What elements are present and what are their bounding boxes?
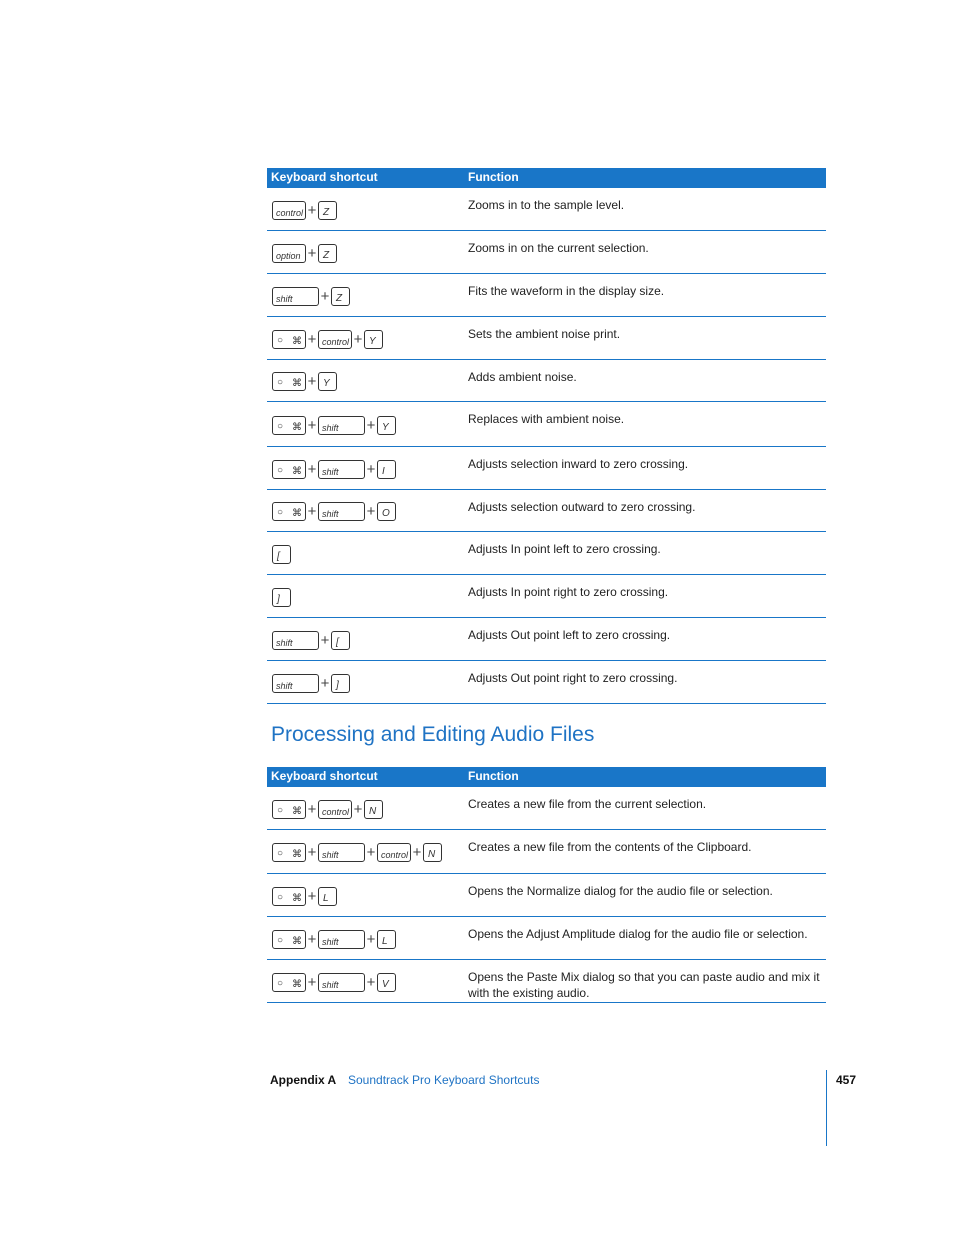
plus-sign: + xyxy=(307,461,317,478)
plus-sign: + xyxy=(366,844,376,861)
table-row xyxy=(267,532,826,575)
char-key xyxy=(331,287,350,306)
command-key-icon xyxy=(272,973,306,992)
key-label: ] xyxy=(336,680,339,691)
command-key-icon xyxy=(272,330,306,349)
shortcut-keys xyxy=(272,502,396,521)
shortcut-keys xyxy=(272,843,442,862)
table-row xyxy=(267,360,826,402)
key-label: I xyxy=(382,466,385,477)
plus-sign: + xyxy=(307,844,317,861)
shortcut-keys xyxy=(272,887,337,906)
plus-sign: + xyxy=(320,288,330,305)
plus-sign: + xyxy=(366,461,376,478)
apple-icon: ○ xyxy=(277,805,284,816)
key-label: option xyxy=(276,251,301,261)
key-label: Z xyxy=(336,293,343,304)
key-label: Z xyxy=(323,250,330,261)
shift-key xyxy=(272,631,319,650)
shortcut-keys xyxy=(272,930,396,949)
footer-appendix: Appendix A xyxy=(270,1073,337,1087)
table-row xyxy=(267,575,826,618)
key-label: control xyxy=(381,850,409,860)
command-key-icon xyxy=(272,887,306,906)
key-label: shift xyxy=(276,294,293,304)
char-key xyxy=(377,416,396,435)
key-label: control xyxy=(322,337,350,347)
command-key-icon xyxy=(272,416,306,435)
key-label: control xyxy=(322,807,350,817)
plus-sign: + xyxy=(307,801,317,818)
command-icon: ⌘ xyxy=(292,508,302,519)
plus-sign: + xyxy=(366,974,376,991)
control-key xyxy=(377,843,411,862)
table-row xyxy=(267,402,826,447)
command-icon: ⌘ xyxy=(292,336,302,347)
plus-sign: + xyxy=(307,931,317,948)
table-row xyxy=(267,231,826,274)
shortcut-keys xyxy=(272,460,396,479)
command-key-icon xyxy=(272,843,306,862)
char-key xyxy=(272,545,291,564)
shift-key xyxy=(318,843,365,862)
shift-key xyxy=(318,930,365,949)
option-key xyxy=(272,244,306,263)
apple-icon: ○ xyxy=(277,421,284,432)
char-key xyxy=(423,843,442,862)
shift-key xyxy=(318,973,365,992)
footer-divider xyxy=(826,1070,827,1146)
command-icon: ⌘ xyxy=(292,936,302,947)
char-key xyxy=(377,973,396,992)
function-description: Adjusts In point left to zero crossing. xyxy=(468,542,661,556)
plus-sign: + xyxy=(353,331,363,348)
key-label: Z xyxy=(323,207,330,218)
key-label: N xyxy=(428,849,436,860)
command-icon: ⌘ xyxy=(292,979,302,990)
function-description: Adjusts selection inward to zero crossing. xyxy=(468,457,689,471)
function-description: Adjusts In point right to zero crossing. xyxy=(468,585,669,599)
plus-sign: + xyxy=(307,888,317,905)
char-key xyxy=(318,244,337,263)
plus-sign: + xyxy=(412,844,422,861)
table-row xyxy=(267,618,826,661)
footer-chapter: Soundtrack Pro Keyboard Shortcuts xyxy=(348,1073,540,1087)
key-label: V xyxy=(382,979,389,990)
char-key xyxy=(377,460,396,479)
plus-sign: + xyxy=(307,331,317,348)
command-key-icon xyxy=(272,502,306,521)
shift-key xyxy=(318,502,365,521)
table-row xyxy=(267,317,826,360)
plus-sign: + xyxy=(320,675,330,692)
shortcut-keys xyxy=(272,674,350,693)
command-key-icon xyxy=(272,372,306,391)
function-description: Adjusts Out point right to zero crossing. xyxy=(468,671,678,685)
command-key-icon xyxy=(272,800,306,819)
key-label: N xyxy=(369,806,377,817)
table-row xyxy=(267,490,826,532)
key-label: shift xyxy=(322,509,339,519)
control-key xyxy=(272,201,306,220)
table-row xyxy=(267,274,826,317)
control-key xyxy=(318,330,352,349)
key-label: ] xyxy=(277,594,280,605)
function-description: Replaces with ambient noise. xyxy=(468,412,625,426)
char-key xyxy=(318,372,337,391)
char-key xyxy=(377,502,396,521)
char-key xyxy=(364,330,383,349)
apple-icon: ○ xyxy=(277,978,284,989)
function-description: Sets the ambient noise print. xyxy=(468,327,621,341)
shift-key xyxy=(272,287,319,306)
key-label: [ xyxy=(277,551,280,562)
table-header xyxy=(267,168,826,188)
plus-sign: + xyxy=(307,417,317,434)
apple-icon: ○ xyxy=(277,892,284,903)
shortcut-table-1 xyxy=(267,168,826,704)
command-icon: ⌘ xyxy=(292,849,302,860)
shortcut-keys xyxy=(272,330,383,349)
table-row xyxy=(267,188,826,231)
key-label: Y xyxy=(323,378,330,389)
command-icon: ⌘ xyxy=(292,806,302,817)
table-row xyxy=(267,447,826,490)
function-description: Zooms in to the sample level. xyxy=(468,198,625,212)
table-header xyxy=(267,767,826,787)
shortcut-keys xyxy=(272,372,337,391)
apple-icon: ○ xyxy=(277,335,284,346)
shortcut-keys xyxy=(272,545,291,564)
shift-key xyxy=(318,416,365,435)
key-label: shift xyxy=(322,850,339,860)
function-description: Opens the Paste Mix dialog so that you can paste audio and mix it with the existing audio. xyxy=(468,970,820,1000)
plus-sign: + xyxy=(320,632,330,649)
char-key xyxy=(272,588,291,607)
function-description: Adds ambient noise. xyxy=(468,370,577,384)
char-key xyxy=(377,930,396,949)
key-label: [ xyxy=(336,637,339,648)
function-description: Zooms in on the current selection. xyxy=(468,241,649,255)
key-label: O xyxy=(382,508,390,519)
shortcut-keys xyxy=(272,244,337,263)
command-icon: ⌘ xyxy=(292,422,302,433)
shift-key xyxy=(272,674,319,693)
shortcut-keys xyxy=(272,800,383,819)
shortcut-keys xyxy=(272,201,337,220)
char-key xyxy=(318,201,337,220)
shortcut-keys xyxy=(272,416,396,435)
table-row xyxy=(267,917,826,960)
char-key xyxy=(318,887,337,906)
header-keyboard-shortcut: Keyboard shortcut xyxy=(271,769,378,783)
key-label: shift xyxy=(276,638,293,648)
apple-icon: ○ xyxy=(277,377,284,388)
table-row xyxy=(267,787,826,830)
key-label: shift xyxy=(322,467,339,477)
apple-icon: ○ xyxy=(277,507,284,518)
key-label: Y xyxy=(382,422,389,433)
command-icon: ⌘ xyxy=(292,378,302,389)
function-description: Creates a new file from the contents of the Clipboard. xyxy=(468,840,752,854)
command-key-icon xyxy=(272,930,306,949)
table-row xyxy=(267,960,826,1003)
function-description: Opens the Normalize dialog for the audio file or selection. xyxy=(468,884,773,898)
plus-sign: + xyxy=(307,503,317,520)
function-description: Adjusts Out point left to zero crossing. xyxy=(468,628,671,642)
page-number: 457 xyxy=(836,1073,857,1087)
apple-icon: ○ xyxy=(277,465,284,476)
shortcut-keys xyxy=(272,287,350,306)
shortcut-table-2 xyxy=(267,767,826,1003)
char-key xyxy=(331,674,350,693)
command-icon: ⌘ xyxy=(292,893,302,904)
header-function: Function xyxy=(468,769,519,783)
char-key xyxy=(331,631,350,650)
char-key xyxy=(364,800,383,819)
key-label: shift xyxy=(276,681,293,691)
table-row xyxy=(267,874,826,917)
key-label: L xyxy=(382,936,388,947)
header-keyboard-shortcut: Keyboard shortcut xyxy=(271,170,378,184)
key-label: shift xyxy=(322,937,339,947)
section-title: Processing and Editing Audio Files xyxy=(271,723,595,746)
key-label: L xyxy=(323,893,329,904)
plus-sign: + xyxy=(307,974,317,991)
plus-sign: + xyxy=(307,245,317,262)
apple-icon: ○ xyxy=(277,935,284,946)
plus-sign: + xyxy=(307,373,317,390)
function-description: Fits the waveform in the display size. xyxy=(468,284,665,298)
key-label: shift xyxy=(322,980,339,990)
shortcut-keys xyxy=(272,631,350,650)
key-label: control xyxy=(276,208,304,218)
key-label: Y xyxy=(369,336,376,347)
shift-key xyxy=(318,460,365,479)
function-description: Creates a new file from the current selection. xyxy=(468,797,707,811)
table-row xyxy=(267,661,826,704)
key-label: shift xyxy=(322,423,339,433)
plus-sign: + xyxy=(366,931,376,948)
function-description: Opens the Adjust Amplitude dialog for the audio file or selection. xyxy=(468,927,808,941)
control-key xyxy=(318,800,352,819)
shortcut-keys xyxy=(272,588,291,607)
shortcut-keys xyxy=(272,973,396,992)
function-description: Adjusts selection outward to zero crossing. xyxy=(468,500,696,514)
table-row xyxy=(267,830,826,874)
plus-sign: + xyxy=(366,417,376,434)
plus-sign: + xyxy=(353,801,363,818)
command-icon: ⌘ xyxy=(292,466,302,477)
plus-sign: + xyxy=(366,503,376,520)
header-function: Function xyxy=(468,170,519,184)
apple-icon: ○ xyxy=(277,848,284,859)
command-key-icon xyxy=(272,460,306,479)
plus-sign: + xyxy=(307,202,317,219)
